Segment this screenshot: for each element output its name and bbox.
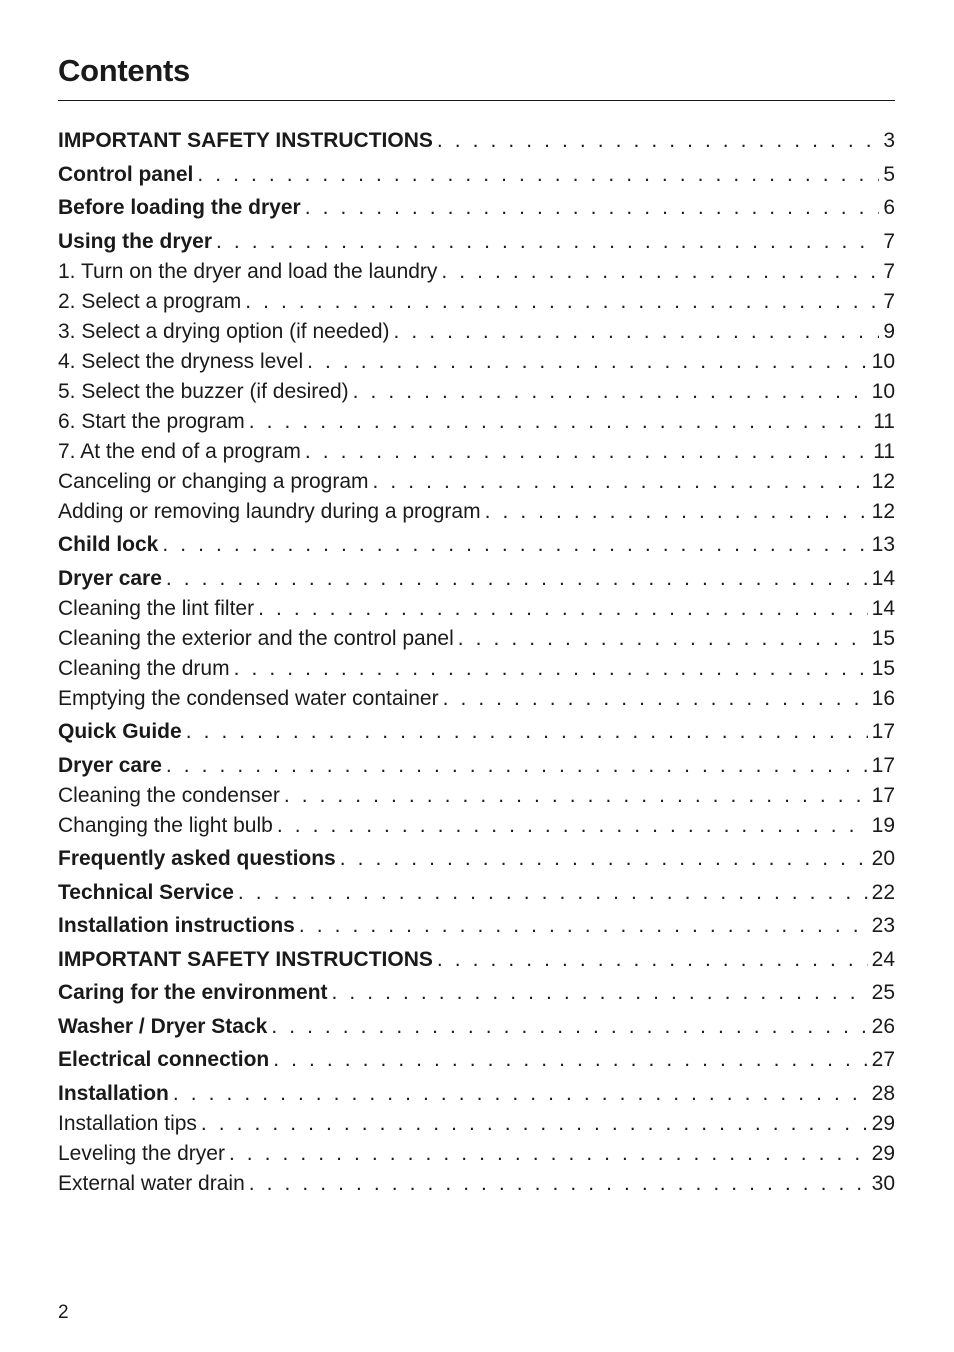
toc-entry-page-number: 13: [871, 533, 895, 556]
toc-section-entry[interactable]: [58, 911, 895, 941]
toc-entry-page-number: 7: [883, 289, 895, 313]
toc-entry-page-number: 14: [871, 566, 895, 590]
page-number: 2: [58, 1302, 69, 1323]
toc-dot-leader: [332, 978, 868, 1008]
toc-subsection-entry[interactable]: [58, 347, 895, 377]
toc-section-entry[interactable]: [58, 1079, 895, 1109]
toc-entry-page-number: 29: [871, 1141, 895, 1165]
toc-dot-leader: [353, 377, 868, 407]
toc-entry-label: Control panel: [58, 162, 194, 186]
toc-section-entry[interactable]: [58, 945, 895, 975]
toc-entry-page-number: 7: [883, 259, 895, 283]
toc-dot-leader: [186, 717, 868, 747]
toc-entry-label: Dryer care: [58, 753, 162, 777]
toc-section-entry[interactable]: [58, 1045, 895, 1075]
toc-dot-leader: [437, 126, 879, 156]
toc-entry-page-number: 29: [871, 1111, 895, 1135]
toc-section-entry[interactable]: [58, 844, 895, 874]
toc-dot-leader: [373, 467, 868, 497]
toc-entry-label: Child lock: [58, 533, 159, 556]
toc-entry-label: Electrical connection: [58, 1048, 270, 1071]
toc-section-entry[interactable]: [58, 227, 895, 257]
toc-entry-label: Cleaning the condenser: [58, 783, 280, 807]
toc-section-entry[interactable]: [58, 193, 895, 223]
toc-entry-label: 5. Select the buzzer (if desired): [58, 379, 349, 403]
toc-dot-leader: [166, 751, 868, 781]
toc-dot-leader: [166, 564, 868, 594]
toc-entry-page-number: 25: [871, 981, 895, 1004]
toc-section-entry[interactable]: [58, 717, 895, 747]
toc-entry-label: Caring for the environment: [58, 981, 328, 1004]
toc-entry-label: IMPORTANT SAFETY INSTRUCTIONS: [58, 129, 433, 152]
toc-section-entry[interactable]: [58, 530, 895, 560]
toc-entry-label: Installation instructions: [58, 914, 295, 937]
toc-entry-page-number: 16: [871, 686, 895, 710]
toc-dot-leader: [173, 1079, 868, 1109]
toc-entry-page-number: 10: [871, 379, 895, 403]
toc-entry-label: 7. At the end of a program: [58, 439, 301, 463]
toc-entry-label: 6. Start the program: [58, 409, 245, 433]
toc-subsection-entry[interactable]: [58, 287, 895, 317]
toc-dot-leader: [249, 1169, 868, 1199]
toc-entry-label: Using the dryer: [58, 229, 213, 253]
toc-entry-label: External water drain: [58, 1171, 245, 1195]
toc-dot-leader: [284, 781, 868, 811]
toc-entry-page-number: 24: [871, 947, 895, 971]
toc-dot-leader: [271, 1012, 867, 1042]
toc-entry-label: Technical Service: [58, 880, 234, 904]
toc-subsection-entry[interactable]: [58, 497, 895, 527]
toc-entry-page-number: 23: [871, 914, 895, 937]
toc-entry-page-number: 10: [871, 349, 895, 373]
toc-entry-page-number: 20: [871, 847, 895, 870]
toc-entry-label: Cleaning the lint filter: [58, 596, 255, 620]
toc-dot-leader: [458, 624, 868, 654]
toc-subsection-entry[interactable]: [58, 437, 895, 467]
toc-dot-leader: [273, 1045, 867, 1075]
toc-dot-leader: [258, 594, 868, 624]
toc-entry-label: 2. Select a program: [58, 289, 242, 313]
title-divider: [58, 100, 895, 101]
toc-dot-leader: [249, 407, 869, 437]
toc-entry-page-number: 12: [871, 469, 895, 493]
page-title: Contents: [58, 53, 190, 88]
toc-entry-page-number: 19: [871, 813, 895, 837]
toc-entry-label: 3. Select a drying option (if needed): [58, 319, 390, 343]
toc-dot-leader: [485, 497, 868, 527]
toc-dot-leader: [340, 844, 868, 874]
toc-entry-page-number: 7: [883, 229, 895, 253]
toc-entry-page-number: 28: [871, 1081, 895, 1105]
toc-entry-label: Cleaning the exterior and the control panel: [58, 626, 454, 650]
toc-subsection-entry[interactable]: [58, 377, 895, 407]
toc-section-entry[interactable]: [58, 160, 895, 190]
toc-entry-page-number: 15: [871, 626, 895, 650]
toc-subsection-entry[interactable]: [58, 811, 895, 841]
toc-entry-label: Dryer care: [58, 566, 162, 590]
toc-dot-leader: [299, 911, 868, 941]
toc-section-entry[interactable]: [58, 978, 895, 1008]
toc-subsection-entry[interactable]: [58, 1109, 895, 1139]
toc-section-entry[interactable]: [58, 564, 895, 594]
toc-subsection-entry[interactable]: [58, 467, 895, 497]
toc-entry-page-number: 14: [871, 596, 895, 620]
table-of-contents: [58, 126, 895, 1199]
toc-dot-leader: [305, 437, 869, 467]
toc-dot-leader: [307, 347, 868, 377]
toc-entry-label: Installation: [58, 1081, 169, 1105]
toc-dot-leader: [238, 878, 868, 908]
toc-entry-label: 4. Select the dryness level: [58, 349, 304, 373]
toc-entry-page-number: 5: [883, 162, 895, 186]
toc-entry-page-number: 22: [871, 880, 895, 904]
toc-entry-page-number: 26: [871, 1014, 895, 1038]
toc-section-entry[interactable]: [58, 751, 895, 781]
toc-entry-page-number: 27: [871, 1048, 895, 1071]
toc-dot-leader: [441, 257, 879, 287]
toc-entry-label: Emptying the condensed water container: [58, 686, 439, 710]
toc-entry-label: Cleaning the drum: [58, 656, 230, 680]
toc-section-entry[interactable]: [58, 1012, 895, 1042]
toc-dot-leader: [277, 811, 868, 841]
toc-entry-page-number: 6: [883, 196, 895, 219]
toc-subsection-entry[interactable]: [58, 317, 895, 347]
toc-dot-leader: [162, 530, 867, 560]
toc-dot-leader: [437, 945, 868, 975]
toc-entry-label: Changing the light bulb: [58, 813, 273, 837]
toc-subsection-entry[interactable]: [58, 624, 895, 654]
toc-entry-label: Installation tips: [58, 1111, 197, 1135]
toc-dot-leader: [201, 1109, 868, 1139]
toc-entry-page-number: 15: [871, 656, 895, 680]
toc-entry-page-number: 12: [871, 499, 895, 523]
toc-entry-page-number: 17: [871, 720, 895, 743]
toc-entry-label: Canceling or changing a program: [58, 469, 369, 493]
toc-entry-page-number: 17: [871, 753, 895, 777]
toc-entry-label: Adding or removing laundry during a program: [58, 499, 481, 523]
toc-section-entry[interactable]: [58, 126, 895, 156]
toc-entry-page-number: 11: [873, 439, 895, 463]
toc-subsection-entry[interactable]: [58, 654, 895, 684]
toc-subsection-entry[interactable]: [58, 257, 895, 287]
toc-subsection-entry[interactable]: [58, 1169, 895, 1199]
toc-dot-leader: [229, 1139, 868, 1169]
toc-dot-leader: [234, 654, 868, 684]
toc-entry-page-number: 3: [883, 129, 895, 152]
toc-subsection-entry[interactable]: [58, 781, 895, 811]
toc-entry-label: Before loading the dryer: [58, 196, 301, 219]
toc-subsection-entry[interactable]: [58, 407, 895, 437]
toc-entry-page-number: 17: [871, 783, 895, 807]
toc-entry-label: Leveling the dryer: [58, 1141, 225, 1165]
toc-section-entry[interactable]: [58, 878, 895, 908]
toc-entry-page-number: 9: [883, 319, 895, 343]
toc-entry-page-number: 11: [873, 409, 895, 433]
toc-entry-label: Washer / Dryer Stack: [58, 1014, 268, 1038]
toc-dot-leader: [443, 684, 868, 714]
toc-subsection-entry[interactable]: [58, 1139, 895, 1169]
toc-subsection-entry[interactable]: [58, 594, 895, 624]
toc-dot-leader: [394, 317, 880, 347]
toc-entry-label: Quick Guide: [58, 720, 182, 743]
toc-entry-label: 1. Turn on the dryer and load the laundry: [58, 259, 438, 283]
toc-entry-label: Frequently asked questions: [58, 847, 336, 870]
toc-dot-leader: [216, 227, 879, 257]
toc-entry-label: IMPORTANT SAFETY INSTRUCTIONS: [58, 947, 433, 971]
toc-dot-leader: [245, 287, 879, 317]
toc-subsection-entry[interactable]: [58, 684, 895, 714]
toc-dot-leader: [305, 193, 880, 223]
toc-entry-page-number: 30: [871, 1171, 895, 1195]
toc-dot-leader: [197, 160, 879, 190]
